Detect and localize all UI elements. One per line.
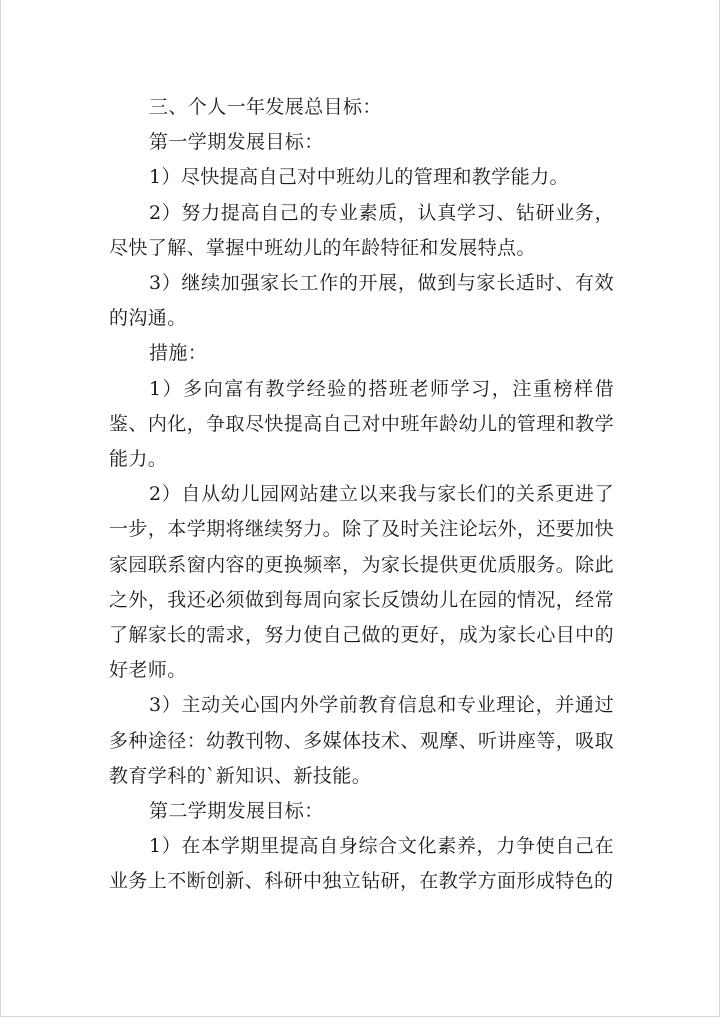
document-body xyxy=(109,90,614,900)
first-semester-heading: 第一学期发展目标： xyxy=(149,131,324,154)
paragraph: 2）自从幼儿园网站建立以来我与家长们的关系更进了一步，本学期将继续努力。除了及时关注论坛外，还要加快家园联系窗内容的更换频率，为家长提供更优质服务。除此之外，我还必须做到每周向家长反馈幼儿在园的情况，经常了解家长的需求，努力使自己做的更好，成为家长心目中的好老师。 xyxy=(109,483,614,682)
section-heading: 三、个人一年发展总目标： xyxy=(149,96,382,118)
paragraph: 3）继续加强家长工作的开展，做到与家长适时、有效的沟通。 xyxy=(109,272,614,330)
paragraph: 1）在本学期里提高自身综合文化素养，力争使自己在业务上不断创新、科研中独立钻研，在教学方面形成特色的 xyxy=(109,835,614,893)
second-semester-heading: 第二学期发展目标： xyxy=(149,800,324,823)
paragraph: 1）多向富有教学经验的搭班老师学习，注重榜样借鉴、内化，争取尽快提高自己对中班年龄幼儿的管理和教学能力。 xyxy=(109,377,614,471)
paragraph: 3）主动关心国内外学前教育信息和专业理论，并通过多种途径：幼教刊物、多媒体技术、观摩、听讲座等，吸取教育学科的`新知识、新技能。 xyxy=(109,694,614,787)
measures-heading: 措施： xyxy=(149,342,208,365)
paragraph: 1）尽快提高自己对中班幼儿的管理和教学能力。 xyxy=(149,166,569,189)
paragraph: 2）努力提高自己的专业素质，认真学习、钻研业务，尽快了解、掌握中班幼儿的年龄特征和发展特点。 xyxy=(109,201,614,259)
